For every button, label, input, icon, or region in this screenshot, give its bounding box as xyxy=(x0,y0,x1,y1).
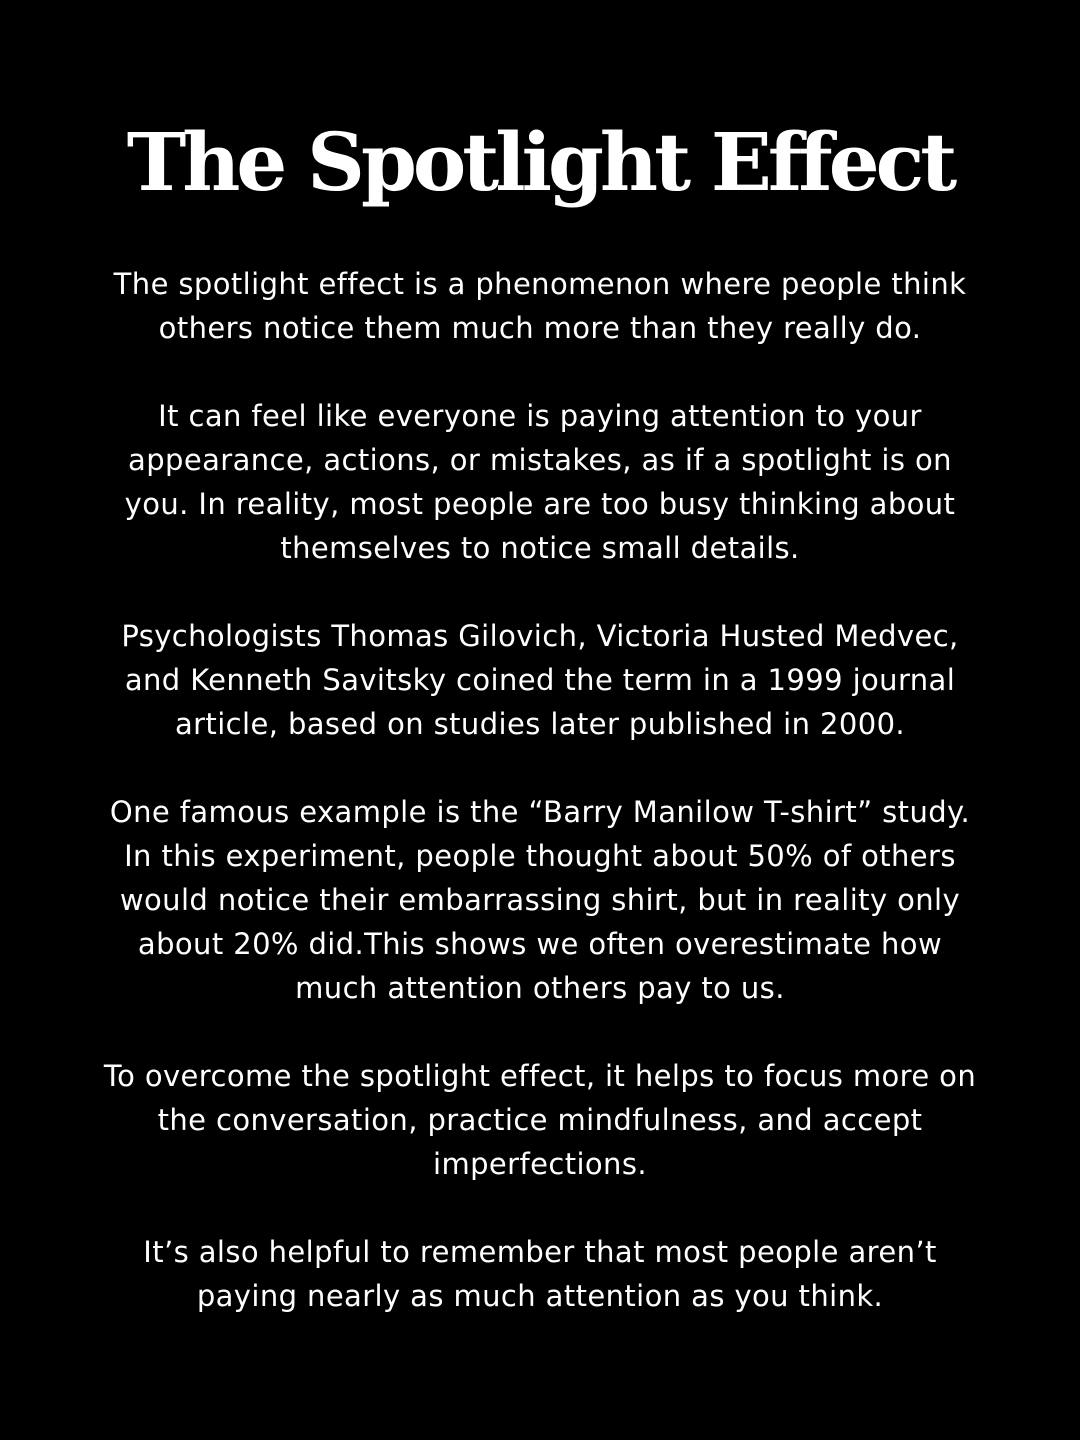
paragraph-origin xyxy=(70,614,1010,746)
paragraph-feeling xyxy=(70,394,1010,570)
paragraph-line: themselves to notice small details. xyxy=(280,531,800,565)
paragraph-line: Psychologists Thomas Gilovich, Victoria Husted Medvec, xyxy=(121,619,959,653)
paragraph-line: To overcome the spotlight effect, it helps to focus more on xyxy=(103,1059,977,1093)
paragraph-line: much attention others pay to us. xyxy=(295,971,785,1005)
paragraph-line: In this experiment, people thought about 50% of others xyxy=(124,839,956,873)
paragraph-line: It can feel like everyone is paying attention to your xyxy=(158,399,922,433)
paragraph-overcome xyxy=(70,1054,1010,1186)
paragraph-line: about 20% did.This shows we often overestimate how xyxy=(137,927,943,961)
paragraph-line: the conversation, practice mindfulness, and accept xyxy=(157,1103,923,1137)
paragraph-line: imperfections. xyxy=(433,1147,647,1181)
paragraph-reminder xyxy=(70,1230,1010,1318)
paragraph-line: It’s also helpful to remember that most people aren’t xyxy=(143,1235,937,1269)
paragraph-line: would notice their embarrassing shirt, but in reality only xyxy=(119,883,961,917)
page-title: The Spotlight Effect xyxy=(126,115,954,209)
paragraph-line: article, based on studies later published in 2000. xyxy=(174,707,906,741)
paragraph-line: you. In reality, most people are too busy thinking about xyxy=(124,487,956,521)
paragraph-line: appearance, actions, or mistakes, as if a spotlight is on xyxy=(128,443,952,477)
paragraph-example xyxy=(70,790,1010,1010)
paragraph-line: One famous example is the “Barry Manilow T-shirt” study. xyxy=(109,795,971,829)
body-text xyxy=(70,262,1010,1318)
paragraph-line: and Kenneth Savitsky coined the term in a 1999 journal xyxy=(124,663,956,697)
paragraph-line: others notice them much more than they really do. xyxy=(158,311,922,345)
paragraph-line: paying nearly as much attention as you think. xyxy=(196,1279,884,1313)
paragraph-line: The spotlight effect is a phenomenon where people think xyxy=(113,267,967,301)
paragraph-intro xyxy=(70,262,1010,350)
